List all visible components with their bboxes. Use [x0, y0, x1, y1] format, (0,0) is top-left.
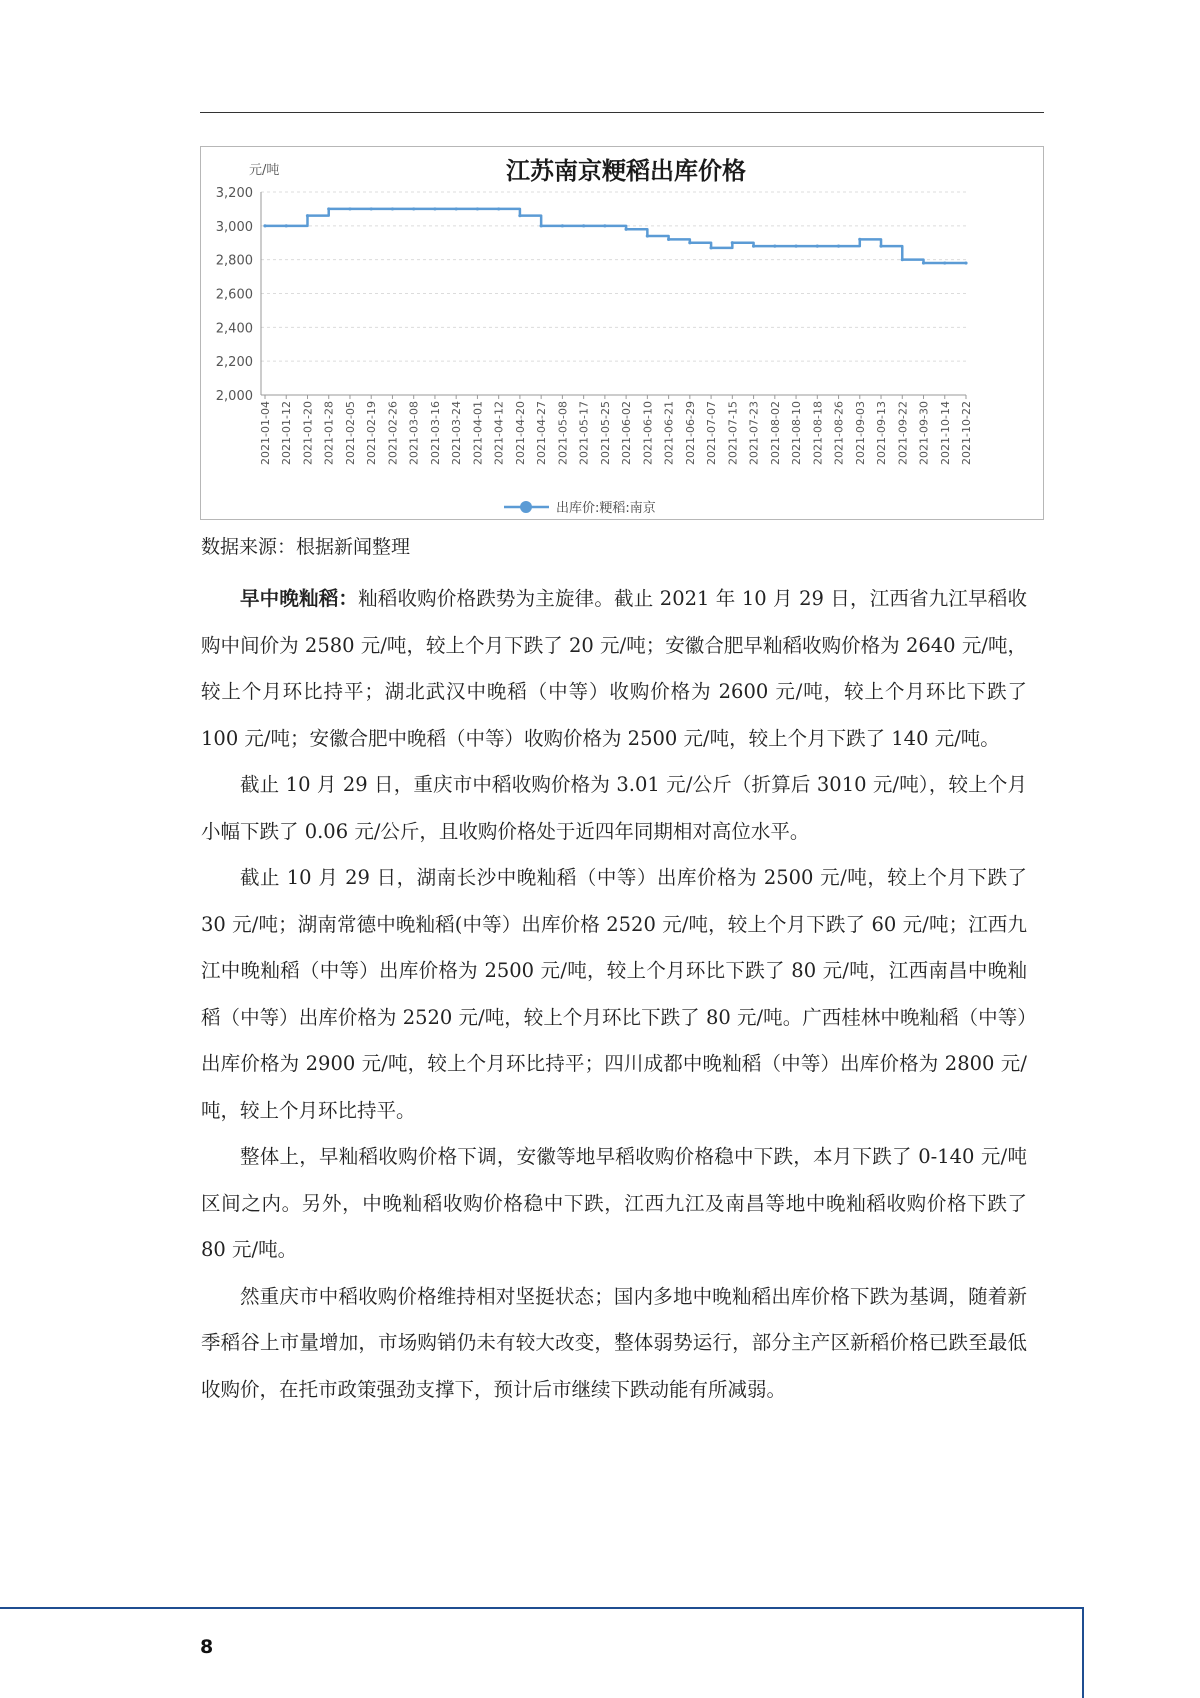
data-point — [497, 207, 500, 210]
x-tick-label: 2021-01-04 — [259, 401, 272, 465]
data-source-note: 数据来源：根据新闻整理 — [201, 536, 411, 558]
data-point — [667, 238, 670, 241]
x-tick-label: 2021-03-24 — [450, 401, 464, 465]
x-tick-label: 2021-08-02 — [768, 401, 782, 465]
data-point — [752, 245, 755, 248]
header-rule — [200, 112, 1044, 113]
paragraph-text: 籼稻收购价格跌势为主旋律。截止 2021 年 10 月 29 日，江西省九江早稻收购中间价为 2580 元/吨，较上个月下跌了 20 元/吨；安徽合肥早籼稻收购价格为 2640 元/吨，较上个月环比持平；湖北武汉中晚稻（中等）收购价格为 2600 元/吨，较上个月环比下跌了 100 元/吨；安徽合肥中晚稻（中等）收购价格为 2500 元/吨，较上个月下跌了 140 元/吨。 — [201, 587, 1027, 750]
y-axis-ticks — [216, 186, 253, 404]
paragraph-lead: 早中晚籼稻： — [240, 587, 359, 610]
data-point — [476, 207, 479, 210]
paragraph — [201, 855, 1027, 1134]
y-tick-label: 2,000 — [215, 389, 253, 404]
data-point — [816, 245, 819, 248]
y-tick-label: 2,400 — [215, 321, 253, 337]
chart-title: 江苏南京粳稻出库价格 — [506, 157, 746, 185]
x-tick-label: 2021-06-02 — [620, 401, 634, 465]
data-point — [370, 207, 373, 210]
data-point — [943, 261, 946, 264]
y-tick-label: 2,800 — [215, 253, 253, 269]
data-point — [518, 214, 521, 217]
data-point — [285, 224, 288, 227]
chart-svg — [201, 147, 1043, 519]
paragraph-text: 截止 10 月 29 日，湖南长沙中晚籼稻（中等）出库价格为 2500 元/吨，较上个月下跌了 30 元/吨；湖南常德中晚籼稻(中等）出库价格 2520 元/吨，较上个月下跌了 60 元/吨；江西九江中晚籼稻（中等）出库价格为 2500 元/吨，较上个月环比下跌了 80 元/吨，江西南昌中晚籼稻（中等）出库价格为 2520 元/吨，较上个月环比下跌了 80 元/吨。广西桂林中晚籼稻（中等）出库价格为 2900 元/吨，较上个月环比持平；四川成都中晚籼稻（中等）出库价格为 2800 元/吨，较上个月环比持平。 — [201, 866, 1027, 1122]
x-tick-label: 2021-07-23 — [747, 401, 761, 465]
x-tick-label: 2021-05-25 — [598, 401, 612, 465]
data-point — [964, 261, 967, 264]
x-tick-label: 2021-10-14 — [938, 401, 952, 465]
x-tick-label: 2021-01-28 — [322, 401, 336, 465]
data-point — [603, 224, 606, 227]
data-point — [455, 207, 458, 210]
x-tick-label: 2021-09-13 — [875, 401, 889, 465]
data-point — [263, 224, 266, 227]
y-tick-label: 2,600 — [215, 287, 253, 303]
x-axis-ticks — [259, 395, 973, 465]
x-tick-label: 2021-04-01 — [471, 401, 485, 465]
data-point — [625, 228, 628, 231]
paragraph — [201, 762, 1027, 855]
paragraph-text: 截止 10 月 29 日，重庆市中稻收购价格为 3.01 元/公斤（折算后 3010 元/吨），较上个月小幅下跌了 0.06 元/公斤，且收购价格处于近四年同期相对高位水平。 — [201, 773, 1027, 843]
article-body — [201, 576, 1027, 1413]
x-tick-label: 2021-03-08 — [407, 401, 421, 465]
data-point — [794, 245, 797, 248]
paragraph — [201, 576, 1027, 762]
legend — [504, 500, 656, 516]
legend-marker — [520, 501, 532, 513]
data-point — [412, 207, 415, 210]
chart-ylabel: 元/吨 — [249, 163, 280, 178]
data-point — [731, 241, 734, 244]
x-tick-label: 2021-02-05 — [343, 401, 357, 465]
x-tick-label: 2021-05-17 — [577, 401, 591, 465]
x-tick-label: 2021-02-19 — [365, 401, 379, 465]
x-tick-label: 2021-10-22 — [960, 401, 973, 465]
x-tick-label: 2021-09-30 — [917, 401, 931, 465]
data-point — [582, 224, 585, 227]
data-point — [327, 207, 330, 210]
price-chart — [200, 146, 1044, 520]
x-tick-label: 2021-04-27 — [535, 401, 549, 465]
x-tick-label: 2021-04-20 — [513, 401, 527, 465]
y-tick-label: 3,000 — [215, 219, 253, 235]
series-line — [265, 209, 966, 263]
chart-grid — [261, 192, 966, 395]
footer-rule — [0, 1607, 1084, 1609]
x-tick-label: 2021-07-15 — [726, 401, 740, 465]
legend-label: 出库价:粳稻:南京 — [556, 501, 656, 516]
data-point — [561, 224, 564, 227]
data-point — [858, 238, 861, 241]
x-tick-label: 2021-01-12 — [280, 401, 294, 465]
x-tick-label: 2021-09-22 — [896, 401, 910, 465]
page-number: 8 — [200, 1636, 214, 1658]
data-point — [709, 246, 712, 249]
x-tick-label: 2021-08-18 — [811, 401, 825, 465]
data-point — [901, 258, 904, 261]
paragraph-text: 整体上，早籼稻收购价格下调，安徽等地早稻收购价格稳中下跌，本月下跌了 0-140 元/吨区间之内。另外，中晚籼稻收购价格稳中下跌，江西九江及南昌等地中晚籼稻收购价格下跌了 80 元/吨。 — [201, 1145, 1027, 1261]
data-point — [837, 245, 840, 248]
y-tick-label: 2,200 — [215, 355, 253, 371]
data-point — [922, 261, 925, 264]
x-tick-label: 2021-04-12 — [492, 401, 506, 465]
x-tick-label: 2021-06-21 — [662, 401, 676, 465]
x-tick-label: 2021-08-10 — [790, 401, 804, 465]
data-point — [773, 245, 776, 248]
x-tick-label: 2021-06-10 — [641, 401, 655, 465]
data-point — [540, 224, 543, 227]
x-tick-label: 2021-05-08 — [556, 401, 570, 465]
data-point — [433, 207, 436, 210]
data-point — [688, 241, 691, 244]
x-tick-label: 2021-01-20 — [301, 401, 315, 465]
y-tick-label: 3,200 — [215, 186, 253, 201]
data-point — [646, 234, 649, 237]
footer-side-rule — [1082, 1607, 1084, 1698]
paragraph — [201, 1274, 1027, 1414]
data-point — [879, 245, 882, 248]
data-point — [348, 207, 351, 210]
chart-series — [263, 207, 967, 264]
paragraph — [201, 1134, 1027, 1274]
data-point — [391, 207, 394, 210]
x-tick-label: 2021-07-07 — [705, 401, 719, 465]
paragraph-text: 然重庆市中稻收购价格维持相对坚挺状态；国内多地中晚籼稻出库价格下跌为基调，随着新季稻谷上市量增加，市场购销仍未有较大改变，整体弱势运行，部分主产区新稻价格已跌至最低收购价，在托市政策强劲支撑下，预计后市继续下跌动能有所减弱。 — [201, 1284, 1027, 1401]
x-tick-label: 2021-02-26 — [386, 401, 400, 465]
data-point — [306, 214, 309, 217]
x-tick-label: 2021-09-03 — [853, 401, 867, 465]
x-tick-label: 2021-08-26 — [832, 401, 846, 465]
x-tick-label: 2021-03-16 — [428, 401, 442, 465]
x-tick-label: 2021-06-29 — [683, 401, 697, 465]
